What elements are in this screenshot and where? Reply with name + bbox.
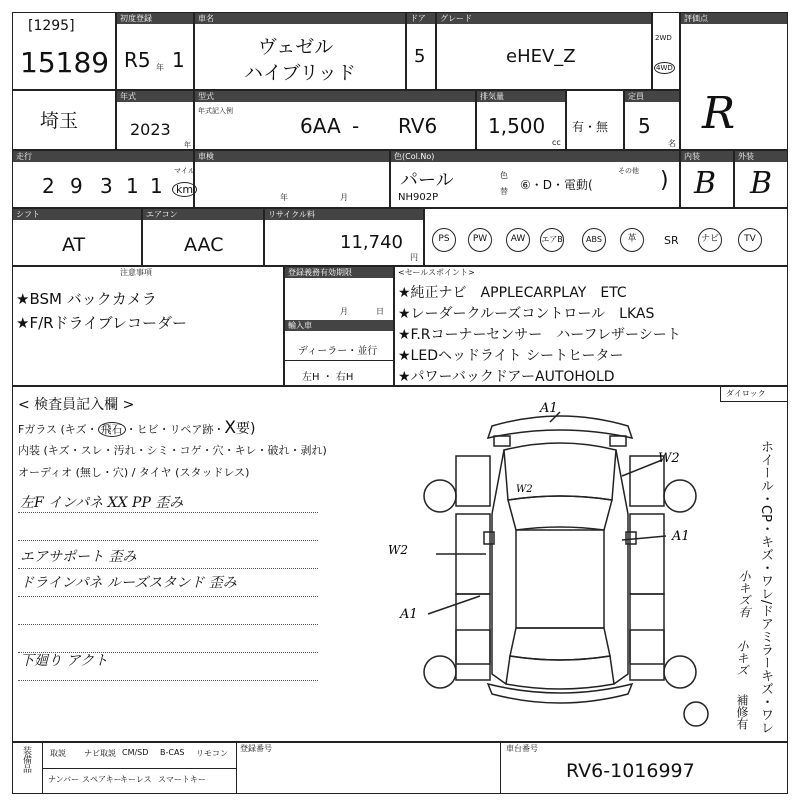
- aircon-value: AAC: [184, 234, 224, 256]
- footer-item-bcas: B-CAS: [160, 748, 185, 757]
- equip-aw: AW: [506, 228, 530, 252]
- front-bumper: [488, 416, 632, 438]
- equip-ps: PS: [432, 228, 456, 252]
- inspection-getsu: 月: [340, 193, 348, 202]
- drive-box: [652, 12, 680, 90]
- shift-value: AT: [62, 234, 86, 256]
- wheel-left-front: [424, 480, 456, 512]
- registration-number-caption: 登録番号: [240, 744, 272, 753]
- region-value: 埼玉: [40, 110, 79, 132]
- wheel-right-rear: [664, 656, 696, 688]
- model-year-caption: 年式: [117, 91, 193, 102]
- equip-leather: 革: [620, 228, 644, 252]
- glass-text-a: Fガラス (キズ・: [18, 423, 98, 436]
- inspector-audio-line: オーディオ (無し・穴) / タイヤ (スタッドレス): [18, 466, 250, 479]
- color-change-1: 色: [500, 171, 508, 180]
- displacement-caption: 排気量: [477, 91, 565, 102]
- import-caption: 輸入車: [285, 320, 393, 331]
- glass-text-c: 要): [236, 421, 256, 437]
- lot-sub-number: [1295]: [28, 18, 75, 34]
- roof: [516, 530, 604, 628]
- footer-item-manual: 取説: [50, 749, 66, 758]
- model-year-note: 年式記入例: [198, 107, 233, 115]
- mileage-unit-mile: マイル: [174, 167, 195, 175]
- mileage-digit-4: 1: [126, 174, 139, 198]
- note-line-2: [18, 540, 318, 541]
- footer-div-1: [236, 742, 237, 794]
- exterior-score-caption: 外装: [735, 151, 787, 162]
- mark-w2-left: W2: [388, 543, 408, 557]
- glass-mark: X: [224, 418, 237, 438]
- first-registration-nen: 年: [156, 63, 164, 72]
- import-dealer: ディーラー・並行: [298, 346, 378, 357]
- seats-unit: 名: [668, 139, 676, 148]
- right-body: [614, 450, 628, 684]
- inspector-interior-line: 内装 (キズ・スレ・汚れ・シミ・コゲ・穴・キレ・破れ・剥れ): [18, 444, 327, 457]
- side-column-label: ホイール・CP・キズ・ワレ/ドアミラーキズ・ワレ: [758, 440, 773, 735]
- right-rear-door: [630, 594, 664, 664]
- displacement-value: 1,500: [488, 114, 546, 138]
- notes-caption: 注意事項: [120, 268, 152, 277]
- color-options: ⑥・D・電動(: [520, 178, 593, 192]
- selling-point-3: ★F.Rコーナーセンサー ハーフレザーシート: [398, 327, 681, 343]
- recycle-caption: リサイクル料: [265, 209, 423, 220]
- footer-item-cm-sd: CM/SD: [122, 748, 149, 757]
- equip-pw: PW: [468, 228, 492, 252]
- model-prefix: 6AA: [300, 114, 341, 138]
- inspector-glass-line: [18, 418, 255, 438]
- side-sub-label-3: 補修有: [735, 694, 749, 730]
- interior-score: B: [694, 166, 717, 201]
- displacement-unit: cc: [552, 138, 561, 147]
- footer-equipment-head: 装備品: [21, 746, 31, 773]
- windshield: [508, 496, 612, 530]
- footer-div-2: [500, 742, 501, 794]
- color-other: その他: [618, 167, 639, 175]
- shift-caption: シフト: [13, 209, 141, 220]
- roof-check-caption: ダイロック: [726, 389, 766, 398]
- front-lamp-right: [610, 436, 626, 446]
- mileage-caption: 走行: [13, 151, 193, 162]
- front-lamp-left: [494, 436, 510, 446]
- import-steering: 左H ・ 右H: [302, 372, 354, 383]
- exterior-score: B: [750, 166, 773, 201]
- recycle-value: 11,740: [340, 232, 403, 253]
- interior-score-caption: 内装: [681, 151, 733, 162]
- score-caption: 評価点: [681, 13, 787, 24]
- aircon-caption: エアコン: [143, 209, 263, 220]
- mark-a1-right: A1: [672, 529, 690, 544]
- mileage-digit-1: 2: [42, 174, 55, 198]
- mileage-digit-5: 1: [150, 174, 163, 198]
- selling-point-5: ★パワーバックドアーAUTOHOLD: [398, 369, 615, 385]
- mark-a1-left: A1: [400, 607, 418, 622]
- color-code: NH902P: [398, 192, 439, 203]
- equip-navi: ナビ: [698, 228, 722, 252]
- side-sub-label-2: 小キズ: [735, 640, 749, 676]
- score-value: R: [702, 88, 736, 139]
- selling-point-1: ★純正ナビ APPLECARPLAY ETC: [398, 285, 627, 301]
- footer-item-keyless: キーレス: [120, 775, 152, 784]
- notes-item-2: ★F/Rドライブレコーダー: [16, 314, 188, 332]
- first-registration-caption: 初度登録: [117, 13, 193, 24]
- seats-value: 5: [638, 114, 651, 138]
- grade-caption: グレード: [437, 13, 651, 24]
- side-sub-label-1: 小キズ有: [737, 570, 751, 618]
- doors-value: 5: [414, 46, 426, 67]
- model-year-value: 2023: [130, 120, 171, 139]
- right-front-door: [630, 514, 664, 594]
- drive-2wd: 2WD: [655, 34, 672, 42]
- left-rear-fender: [456, 630, 490, 680]
- doors-caption: ドア: [407, 13, 435, 24]
- rear-bumper: [488, 684, 632, 703]
- mark-leader-2: [622, 460, 662, 476]
- inspection-nen: 年: [280, 193, 288, 202]
- model-dash: -: [352, 114, 360, 138]
- color-change-2: 替: [500, 187, 508, 196]
- grade-value: eHEV_Z: [506, 46, 576, 67]
- chassis-number: RV6-1016997: [566, 760, 695, 782]
- hand-note-4: 下廻り アクト: [20, 653, 109, 669]
- footer-mid-line: [42, 768, 236, 769]
- selling-point-4: ★LEDヘッドライト シートヒーター: [398, 348, 624, 364]
- left-body: [492, 450, 506, 684]
- footer-item-spare-key: スペアキー: [82, 775, 122, 784]
- trunk: [506, 656, 614, 689]
- left-front-fender: [456, 456, 490, 506]
- wheel-left-rear: [424, 656, 456, 688]
- note-line-1: [18, 512, 318, 513]
- mileage-digit-2: 9: [70, 174, 83, 198]
- glass-text-b: ・ヒビ・リペア跡・: [125, 423, 225, 436]
- drive-4wd: 4WD: [656, 64, 673, 72]
- hand-note-3: ドラインパネ ルーズスタンド 歪み: [20, 575, 237, 591]
- model-caption: 型式: [195, 91, 475, 102]
- lot-number: 15189: [20, 46, 110, 79]
- notes-item-1: ★BSM バックカメラ: [16, 290, 157, 308]
- color-close: ): [660, 168, 669, 193]
- mark-a1-top: A1: [540, 401, 558, 416]
- first-registration-era: R5: [124, 48, 151, 72]
- registration-day: 日: [376, 307, 384, 316]
- note-line-3: [18, 568, 318, 569]
- footer-item-smart-key: スマートキー: [158, 775, 206, 784]
- left-rear-door: [456, 594, 490, 664]
- color-value: パール: [400, 170, 454, 191]
- right-rear-fender: [630, 630, 664, 680]
- car-name-line1: ヴェゼル: [258, 36, 334, 58]
- equip-sr: SR: [664, 234, 679, 247]
- first-registration-month: 1: [172, 48, 185, 72]
- hand-note-2: エアサポート 歪み: [20, 549, 137, 565]
- mark-w2-right: W2: [658, 451, 680, 466]
- selling-points-caption: <セールスポイント>: [398, 268, 475, 277]
- seats-caption: 定員: [625, 91, 679, 102]
- note-line-7: [18, 680, 318, 681]
- registration-expiry-caption: 登録義務有効期限: [285, 267, 393, 278]
- footer-item-plate: ナンバー: [48, 775, 80, 784]
- mileage-digit-3: 3: [100, 174, 113, 198]
- color-caption: 色(Col.No): [391, 151, 679, 162]
- mark-leader-5: [428, 596, 480, 614]
- car-diagram: [388, 401, 720, 734]
- registration-month: 月: [340, 307, 348, 316]
- equip-airbag: エアB: [540, 228, 564, 252]
- car-name-line2: ハイブリッド: [244, 62, 356, 84]
- footer-item-navi-manual: ナビ取説: [84, 749, 116, 758]
- spare-wheel: [684, 702, 708, 726]
- mark-w2-windshield: W2: [516, 484, 533, 495]
- inspector-title: < 検査員記入欄 >: [18, 397, 135, 413]
- equip-tv: TV: [738, 228, 762, 252]
- equip-abs: ABS: [582, 228, 606, 252]
- history-options: 有・無: [572, 120, 609, 134]
- mileage-unit-km: km: [172, 182, 197, 197]
- model-code: RV6: [398, 114, 438, 138]
- note-line-5: [18, 624, 318, 625]
- model-year-nen: 年: [184, 141, 191, 149]
- recycle-unit: 円: [410, 253, 418, 262]
- import-divider: [284, 360, 394, 361]
- footer-item-remote: リモコン: [196, 749, 228, 758]
- selling-point-2: ★レーダークルーズコントロール LKAS: [398, 306, 655, 322]
- chassis-number-caption: 車台番号: [506, 744, 538, 753]
- inspection-caption: 車検: [195, 151, 389, 162]
- wheel-right-front: [664, 480, 696, 512]
- note-line-4: [18, 596, 318, 597]
- car-name-caption: 車名: [195, 13, 405, 24]
- glass-circled: 飛石: [98, 422, 126, 437]
- hand-note-1: 左F インパネ XX PP 歪み: [20, 495, 184, 511]
- rear-window: [510, 628, 610, 660]
